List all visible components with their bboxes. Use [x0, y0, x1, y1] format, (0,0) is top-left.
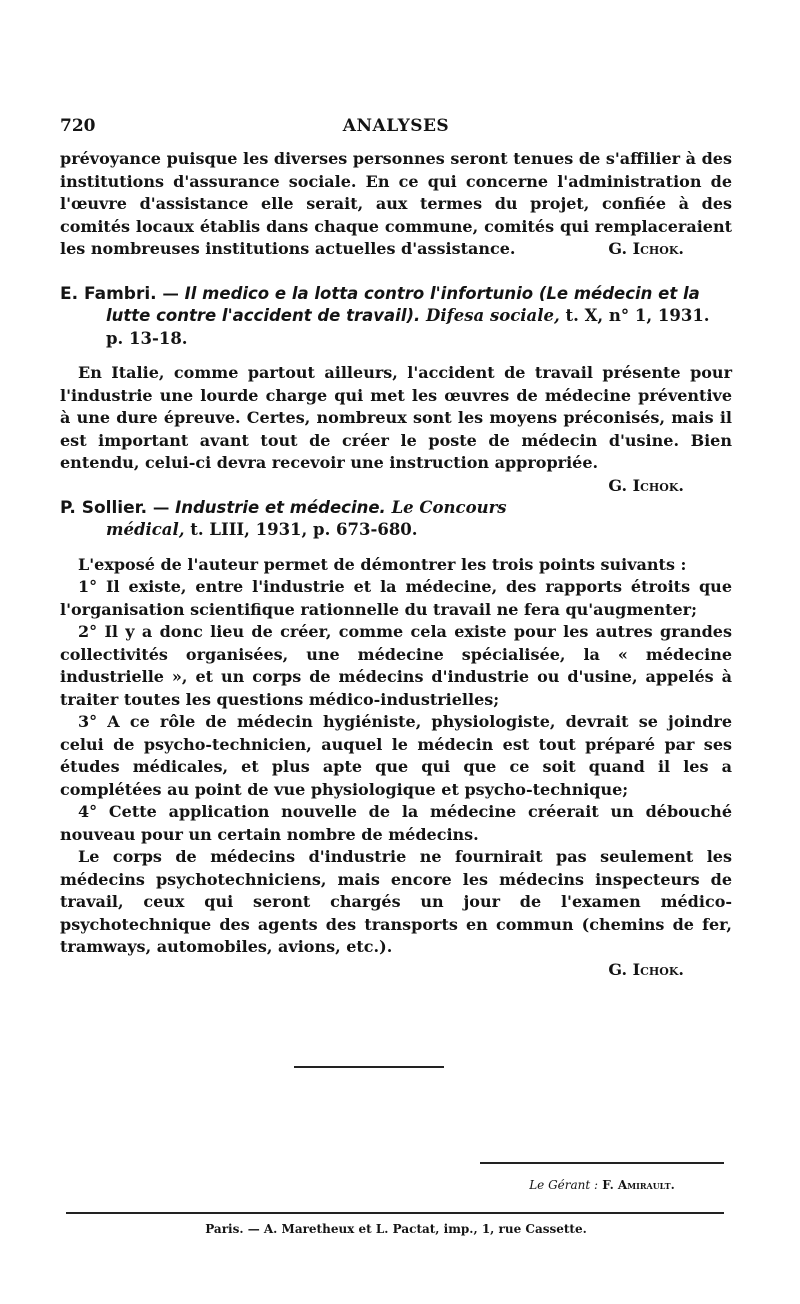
- section-divider: [294, 1066, 444, 1068]
- entry2-point-2: 2° Il y a donc lieu de créer, comme cela existe pour les autres grandes collectivités organisées, une médecine spécialisée, la « médecine industrielle », et un corps de médecins d'industrie ou d'usine, appelés à traiter toutes les questions médico-industrielles;: [60, 622, 732, 709]
- entry1-signature: G. Ichok.: [608, 475, 684, 495]
- page-header: [60, 116, 732, 148]
- entry2-ref: t. LIII, 1931, p. 673-680.: [184, 520, 418, 539]
- entry2-journal: Le Concours médical,: [106, 497, 507, 539]
- entry2-signature-line: [60, 959, 732, 982]
- entry0-text: prévoyance puisque les diverses personnes seront tenues de s'affilier à des institutions d'assurance sociale. En ce qui concerne l'administration de l'œuvre d'assistance elle serait, aux termes du projet, confiée à des comités locaux établis dans chaque commune, comités qui remplaceraient les nombreuses institutions actuelles d'assistance.: [60, 149, 732, 258]
- entry0-signature: G. Ichok.: [608, 239, 684, 258]
- entry0-paragraph: [60, 148, 732, 261]
- entry2-point-3: 3° A ce rôle de médecin hygiéniste, physiologiste, devrait se joindre celui de psycho-technicien, auquel le médecin est tout préparé par ses études médicales, et plus apte que qui que ce soit quand il les a complétées au point de vue physiologique et psycho-technique;: [60, 712, 732, 799]
- entry1-journal: Difesa sociale,: [426, 306, 560, 325]
- entry1-author: E. Fambri.: [60, 283, 157, 304]
- running-head: ANALYSES: [342, 116, 450, 136]
- entry2-conclusion: Le corps de médecins d'industrie ne fournirait pas seulement les médecins psychotechniciens, mais encore les médecins inspecteurs de travail, ceux qui seront chargés un jour de l'examen médico-psychotechnique des agents des transports en commun (chemins de fer, tramways, automobiles, avions, etc.).: [60, 847, 732, 956]
- page-body: [60, 116, 732, 981]
- entry1-heading: [60, 283, 732, 351]
- entry1-body: [60, 362, 732, 495]
- entry2-body: [60, 554, 732, 982]
- entry2-intro: L'exposé de l'auteur permet de démontrer les trois points suivants :: [78, 554, 687, 574]
- printer-imprint: Paris. — A. Maretheux et L. Pactat, imp., 1, rue Cassette.: [205, 1222, 587, 1236]
- entry1-dash: —: [156, 283, 185, 303]
- entry1-text: En Italie, comme partout ailleurs, l'accident de travail présente pour l'industrie une lourde charge qui met les œuvres de médecine préventive à une dure épreuve. Certes, nombreux sont les moyens préconisés, mais il est important avant tout de créer le poste de médecin d'usine. Bien entendu, celui-ci devra recevoir une instruction appropriée.: [60, 363, 732, 472]
- gerant-line: [480, 1178, 724, 1192]
- gerant-name: F. Amirault.: [602, 1178, 675, 1192]
- page-number: 720: [60, 116, 96, 136]
- entry2-heading: [60, 497, 732, 542]
- gerant-rule: [480, 1162, 724, 1164]
- entry1-ref: t. X, n° 1, 1931. p. 13-18.: [106, 306, 710, 348]
- entry2-dash: —: [147, 497, 176, 517]
- footer-rule: [66, 1212, 724, 1214]
- entry2-signature: G. Ichok.: [608, 959, 684, 979]
- entry2-point-1: 1° Il existe, entre l'industrie et la médecine, des rapports étroits que l'organisation scientifique rationnelle du travail ne fera qu'augmenter;: [60, 577, 732, 619]
- entry2-title: Industrie et médecine.: [175, 497, 386, 517]
- entry1-paragraph: [60, 362, 732, 495]
- entry2-author: P. Sollier.: [60, 497, 148, 518]
- entry2-point-4: 4° Cette application nouvelle de la médecine créerait un débouché nouveau pour un certain nombre de médecins.: [60, 802, 732, 844]
- entry1-title: Il medico e la lotta contro l'infortunio (Le médecin et la lutte contre l'accident de travail).: [106, 283, 700, 325]
- gerant-label: Le Gérant :: [529, 1178, 599, 1192]
